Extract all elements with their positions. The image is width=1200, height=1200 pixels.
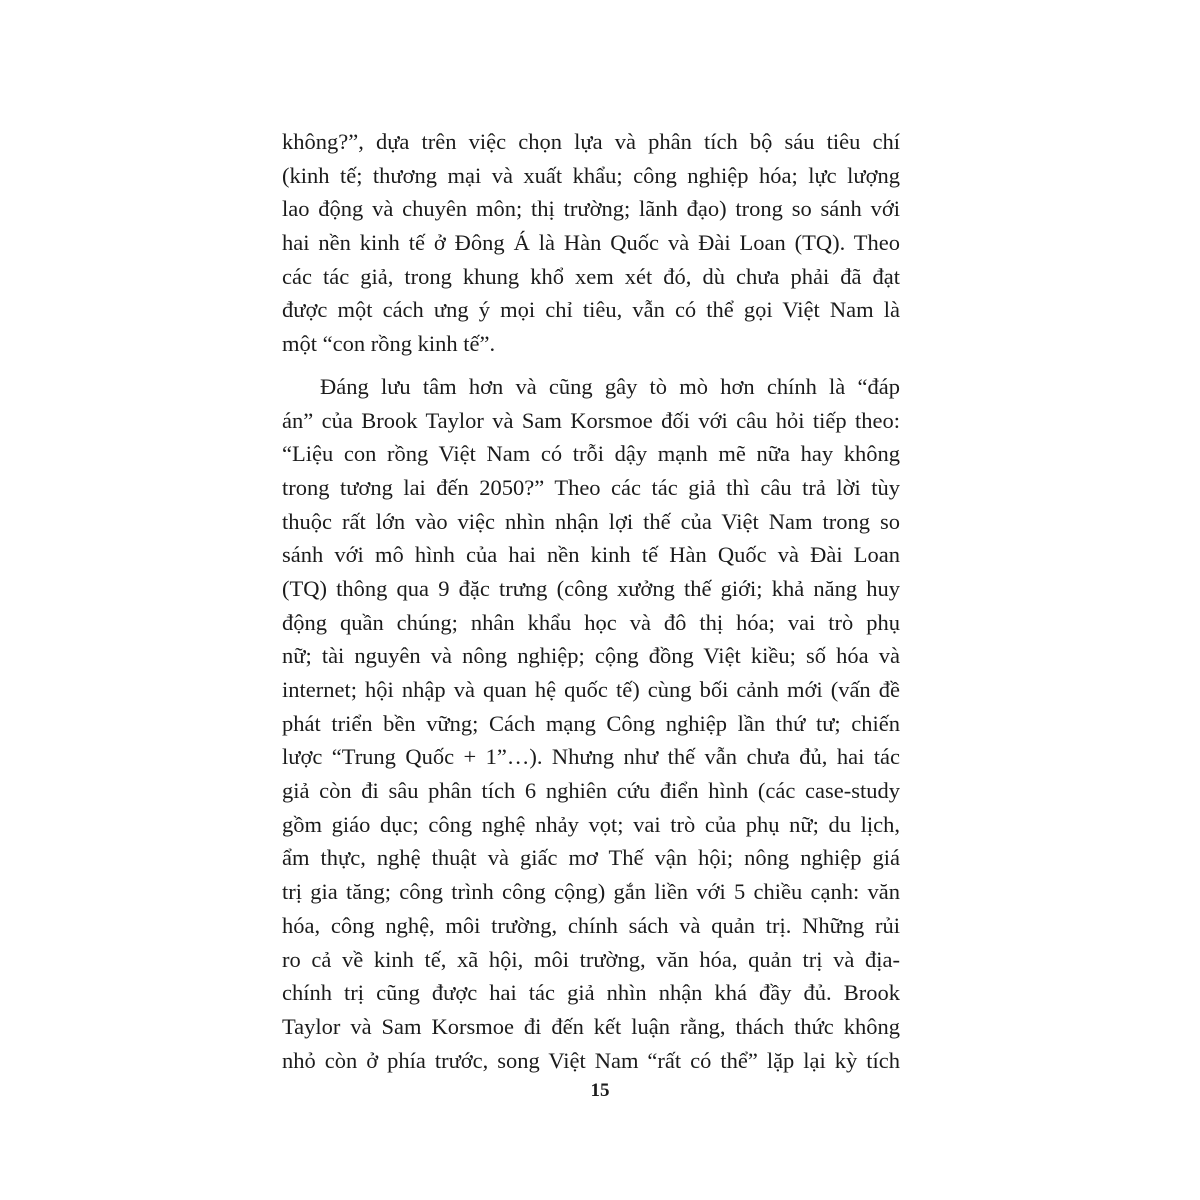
text-line: sánh với mô hình của hai nền kinh tế Hàn Quốc và Đài Loan [282,542,900,568]
text-line: phát triển bền vững; Cách mạng Công nghiệp lần thứ tư; chiến [282,710,900,736]
text-line: giả còn đi sâu phân tích 6 nghiên cứu điển hình (các case-study [282,778,900,804]
text-line: nữ; tài nguyên và nông nghiệp; cộng đồng Việt kiều; số hóa và [282,643,900,669]
text-line: trị gia tăng; công trình công cộng) gắn liền với 5 chiều cạnh: văn [282,879,900,905]
text-line: thuộc rất lớn vào việc nhìn nhận lợi thế của Việt Nam trong so [282,508,900,534]
text-line: hai nền kinh tế ở Đông Á là Hàn Quốc và Đài Loan (TQ). Theo [282,230,900,256]
text-line: “Liệu con rồng Việt Nam có trỗi dậy mạnh mẽ nữa hay không [282,441,900,467]
text-line: gồm giáo dục; công nghệ nhảy vọt; vai trò của phụ nữ; du lịch, [282,811,900,837]
text-line: (kinh tế; thương mại và xuất khẩu; công nghiệp hóa; lực lượng [282,162,900,188]
paragraph-2 [282,370,900,1077]
text-line: internet; hội nhập và quan hệ quốc tế) cùng bối cảnh mới (vấn đề [282,677,900,702]
text-line: hóa, công nghệ, môi trường, chính sách và quản trị. Những rủi [282,912,900,938]
text-line: án” của Brook Taylor và Sam Korsmoe đối với câu hỏi tiếp theo: [282,407,900,433]
text-line: trong tương lai đến 2050?” Theo các tác giả thì câu trả lời tùy [282,474,900,500]
text-line: nhỏ còn ở phía trước, song Việt Nam “rất có thể” lặp lại kỳ tích [282,1047,900,1073]
text-line: lược “Trung Quốc + 1”…). Nhưng như thế vẫn chưa đủ, hai tác [282,744,900,770]
text-line: không?”, dựa trên việc chọn lựa và phân tích bộ sáu tiêu chí [282,129,900,154]
text-line: ro cả về kinh tế, xã hội, môi trường, văn hóa, quản trị và địa- [282,946,900,972]
text-line: ẩm thực, nghệ thuật và giấc mơ Thế vận hội; nông nghiệp giá [282,845,900,871]
paragraph-1 [282,125,900,361]
page-number: 15 [590,1080,610,1101]
text-line: Đáng lưu tâm hơn và cũng gây tò mò hơn chính là “đáp [320,373,900,399]
text-line: động quần chúng; nhân khẩu học và đô thị hóa; vai trò phụ [282,609,900,635]
text-line: Taylor và Sam Korsmoe đi đến kết luận rằng, thách thức không [282,1013,900,1039]
text-line: một “con rồng kinh tế”. [282,331,496,357]
paragraph-spacer [282,361,900,370]
text-line: được một cách ưng ý mọi chỉ tiêu, vẫn có thể gọi Việt Nam là [282,297,900,323]
text-line: (TQ) thông qua 9 đặc trưng (công xưởng thế giới; khả năng huy [282,575,900,601]
text-line: lao động và chuyên môn; thị trường; lãnh đạo) trong so sánh với [282,196,900,222]
text-line: chính trị cũng được hai tác giả nhìn nhận khá đầy đủ. Brook [282,980,900,1006]
body-text [282,125,900,1077]
text-line: các tác giả, trong khung khổ xem xét đó, dù chưa phải đã đạt [282,263,900,289]
